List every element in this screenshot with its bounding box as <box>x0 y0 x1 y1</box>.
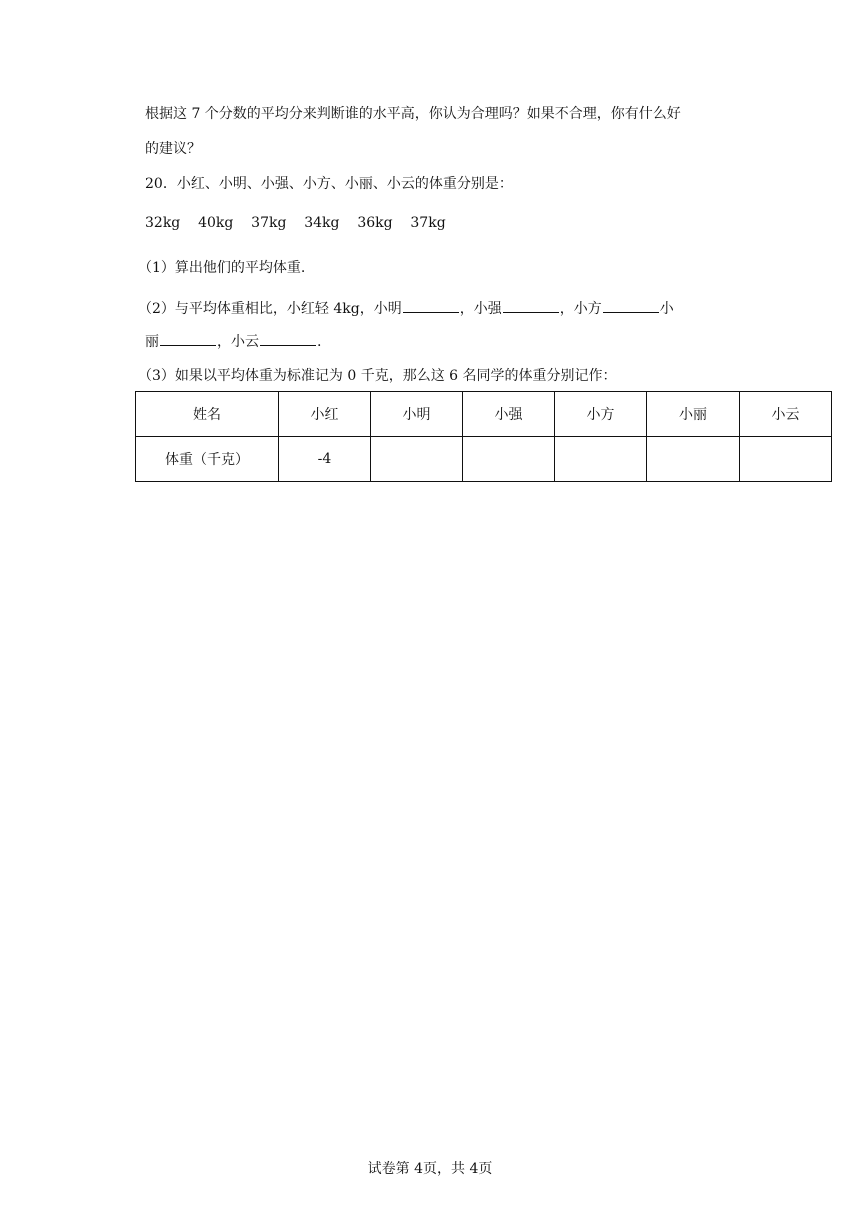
weight-value: 40kg <box>198 215 234 231</box>
part-3: （3）如果以平均体重为标准记为 0 千克，那么这 6 名同学的体重分别记作： <box>138 368 617 384</box>
table-row-label: 体重（千克） <box>136 437 279 482</box>
part-2-sep: ，小强 <box>459 301 502 317</box>
prev-question-line-1: 根据这 7 个分数的平均分来判断谁的水平高，你认为合理吗？如果不合理，你有什么好 <box>145 106 681 122</box>
part-2-end: . <box>317 334 322 350</box>
part-1: （1）算出他们的平均体重. <box>138 260 306 276</box>
table-cell[interactable] <box>555 437 647 482</box>
weights-list <box>145 213 446 233</box>
answer-blank[interactable] <box>403 298 459 313</box>
table-header-cell: 小强 <box>463 392 555 437</box>
answer-blank[interactable] <box>603 298 659 313</box>
part-2-end: 小 <box>659 301 674 317</box>
answer-blank[interactable] <box>160 331 216 346</box>
table-cell: -4 <box>279 437 371 482</box>
weights-table <box>135 391 832 482</box>
part-2-sep: ，小方 <box>559 301 602 317</box>
table-header-cell: 小方 <box>555 392 647 437</box>
table-cell[interactable] <box>371 437 463 482</box>
table-cell[interactable] <box>740 437 832 482</box>
weight-value: 36kg <box>357 215 393 231</box>
table-cell[interactable] <box>647 437 740 482</box>
part-2-line2-start: 丽 <box>145 334 159 350</box>
page-footer: 试卷第 4页，共 4页 <box>367 1161 493 1177</box>
table-header-cell: 小红 <box>279 392 371 437</box>
part-2-line-2 <box>145 331 321 352</box>
table-header-cell: 小丽 <box>647 392 740 437</box>
answer-blank[interactable] <box>260 331 316 346</box>
table-row <box>136 437 832 482</box>
weight-value: 34kg <box>304 215 340 231</box>
question-20-title: 20．小红、小明、小强、小方、小丽、小云的体重分别是： <box>145 176 513 192</box>
part-2-line-1 <box>138 298 674 319</box>
table-cell[interactable] <box>463 437 555 482</box>
table-header-cell: 小明 <box>371 392 463 437</box>
weight-value: 37kg <box>410 215 446 231</box>
prev-question-line-2: 的建议？ <box>145 141 201 157</box>
weight-value: 37kg <box>251 215 287 231</box>
part-2-sep: ，小云 <box>217 334 259 350</box>
table-header-cell: 小云 <box>740 392 832 437</box>
table-header-cell: 姓名 <box>136 392 279 437</box>
weight-value: 32kg <box>145 215 181 231</box>
table-header-row <box>136 392 832 437</box>
part-2-prefix: （2）与平均体重相比，小红轻 4kg，小明 <box>138 301 402 317</box>
answer-blank[interactable] <box>503 298 559 313</box>
